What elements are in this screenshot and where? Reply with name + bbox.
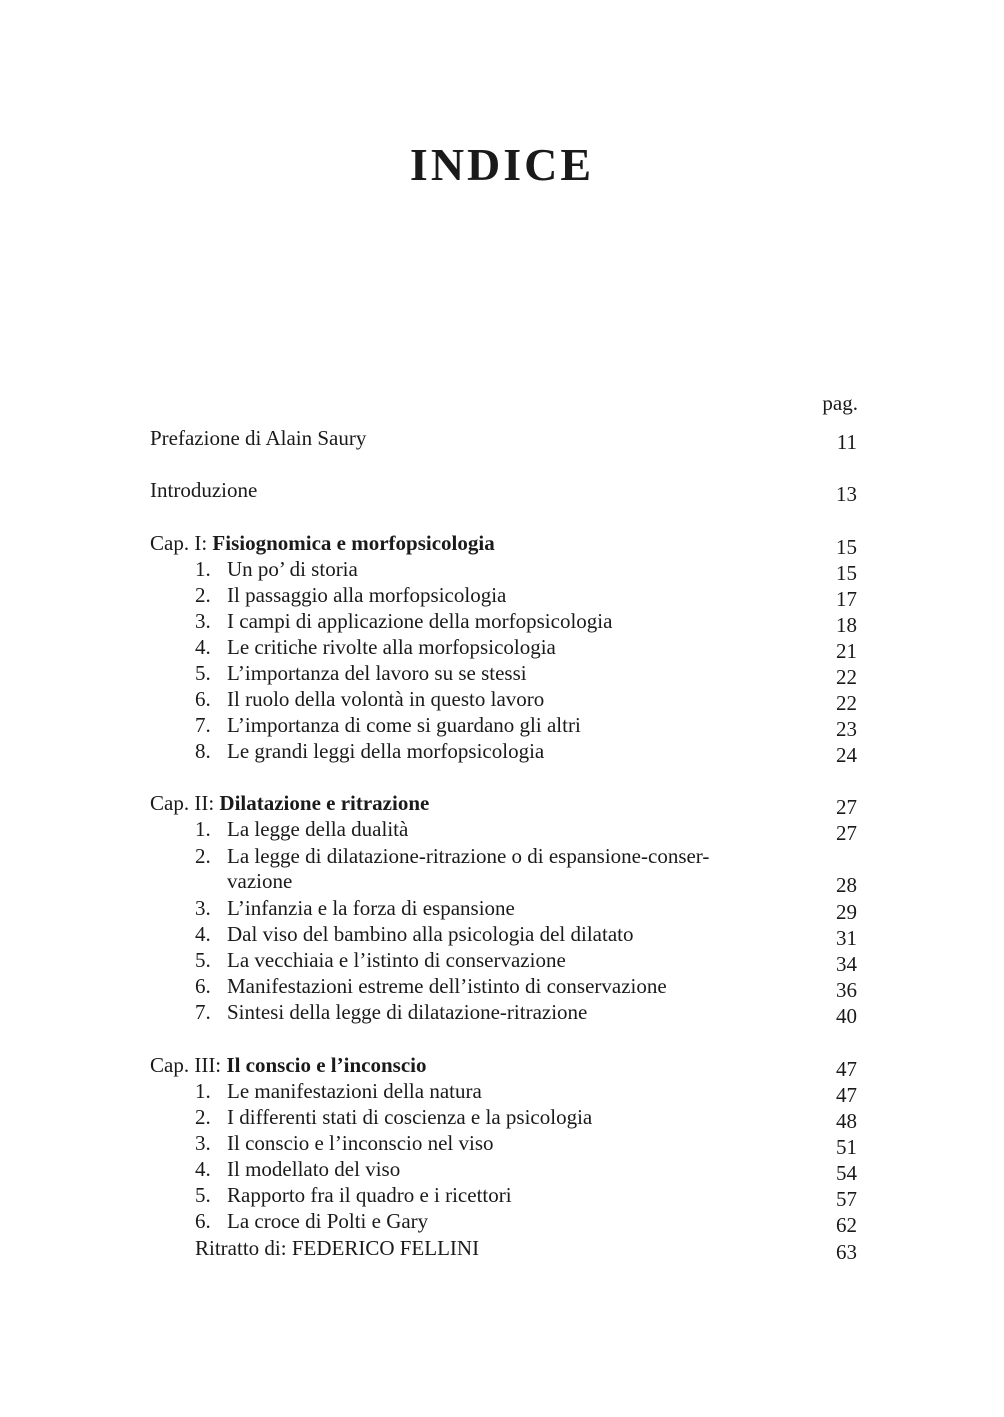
- toc-page-number: 47: [836, 1083, 857, 1107]
- item-number: 6.: [195, 1209, 211, 1233]
- toc-item: [150, 843, 857, 869]
- item-number: 3.: [195, 896, 211, 920]
- item-text: Rapporto fra il quadro e i ricettori: [227, 1183, 512, 1207]
- toc-item: [150, 712, 857, 741]
- chapter-heading: [150, 530, 857, 559]
- toc-item-portrait: [150, 1235, 857, 1264]
- toc-page-number: 40: [836, 1004, 857, 1028]
- toc-page-number: 47: [836, 1057, 857, 1081]
- toc-page-number: 31: [836, 926, 857, 950]
- toc-item: [150, 921, 857, 950]
- toc-page-number: 13: [836, 482, 857, 506]
- item-text: vazione: [227, 869, 293, 893]
- toc-page-number: 21: [836, 639, 857, 663]
- chapter-prefix: Cap. II:: [150, 791, 220, 815]
- toc-page-number: 48: [836, 1109, 857, 1133]
- item-number: 4.: [195, 922, 211, 946]
- item-text: Il modellato del viso: [227, 1157, 401, 1181]
- item-text: Le grandi leggi della morfopsicologia: [227, 739, 545, 763]
- item-number: 6.: [195, 687, 211, 711]
- chapter-heading: [150, 1052, 857, 1081]
- toc-page-number: 15: [836, 561, 857, 585]
- toc-page-number: 27: [836, 795, 857, 819]
- toc-item: [150, 660, 857, 689]
- toc-page-number: 22: [836, 691, 857, 715]
- item-number: 5.: [195, 948, 211, 972]
- item-number: 4.: [195, 1157, 211, 1181]
- toc-item: [150, 608, 857, 637]
- chapter-title: Dilatazione e ritrazione: [219, 791, 430, 815]
- toc-item: [150, 1208, 857, 1237]
- item-text: Sintesi della legge di dilatazione-ritrazione: [227, 1000, 588, 1024]
- item-text: La legge di dilatazione-ritrazione o di espansione-conser-: [227, 844, 710, 868]
- page-column-label: pag.: [822, 391, 858, 415]
- item-number: 4.: [195, 635, 211, 659]
- toc-page-number: 27: [836, 821, 857, 845]
- item-text: Il passaggio alla morfopsicologia: [227, 583, 507, 607]
- item-text: Le critiche rivolte alla morfopsicologia: [227, 635, 556, 659]
- toc-page-number: 36: [836, 978, 857, 1002]
- item-text: L’importanza del lavoro su se stessi: [227, 661, 527, 685]
- item-text: Dal viso del bambino alla psicologia del dilatato: [227, 922, 634, 946]
- item-number: 7.: [195, 1000, 211, 1024]
- toc-page-number: 34: [836, 952, 857, 976]
- item-number: 3.: [195, 609, 211, 633]
- item-text: Ritratto di: FEDERICO FELLINI: [195, 1236, 480, 1260]
- item-number: 8.: [195, 739, 211, 763]
- toc-entry-prefazione: [150, 425, 857, 454]
- item-number: 2.: [195, 844, 211, 868]
- toc-item: [150, 973, 857, 1002]
- toc-item: [150, 738, 857, 767]
- item-number: 1.: [195, 817, 211, 841]
- toc-item: [150, 947, 857, 976]
- toc-page-number: 57: [836, 1187, 857, 1211]
- item-text: I differenti stati di coscienza e la psicologia: [227, 1105, 593, 1129]
- toc-page-number: 18: [836, 613, 857, 637]
- toc-page-number: 29: [836, 900, 857, 924]
- item-text: Il ruolo della volontà in questo lavoro: [227, 687, 545, 711]
- chapter-heading: [150, 790, 857, 819]
- toc-page-number: 22: [836, 665, 857, 689]
- item-text: La croce di Polti e Gary: [227, 1209, 429, 1233]
- item-text: Manifestazioni estreme dell’istinto di conservazione: [227, 974, 667, 998]
- toc-item: [150, 686, 857, 715]
- toc-item: [150, 1182, 857, 1211]
- toc-page-number: 23: [836, 717, 857, 741]
- item-text: La legge della dualità: [227, 817, 409, 841]
- item-number: 1.: [195, 1079, 211, 1103]
- toc-item: [150, 634, 857, 663]
- toc-item: [150, 1156, 857, 1185]
- item-number: 5.: [195, 1183, 211, 1207]
- toc-entry-text: Prefazione di Alain Saury: [150, 426, 367, 450]
- page-title: INDICE: [409, 139, 595, 190]
- toc-item: [150, 1130, 857, 1159]
- item-text: Il conscio e l’inconscio nel viso: [227, 1131, 494, 1155]
- chapter-title: Il conscio e l’inconscio: [226, 1053, 427, 1077]
- toc-item: [150, 556, 857, 585]
- toc-item: [150, 999, 857, 1028]
- item-number: 2.: [195, 583, 211, 607]
- item-text: Un po’ di storia: [227, 557, 358, 581]
- toc-page-number: 28: [836, 873, 857, 897]
- toc-page-number: 17: [836, 587, 857, 611]
- item-text: La vecchiaia e l’istinto di conservazione: [227, 948, 566, 972]
- toc-page-number: 63: [836, 1240, 857, 1264]
- toc-page-number: 54: [836, 1161, 857, 1185]
- chapter-prefix: Cap. III:: [150, 1053, 227, 1077]
- item-number: 3.: [195, 1131, 211, 1155]
- toc-entry-text: Introduzione: [150, 478, 258, 502]
- toc-item: [150, 895, 857, 924]
- item-text: I campi di applicazione della morfopsicologia: [227, 609, 613, 633]
- item-text: L’infanzia e la forza di espansione: [227, 896, 515, 920]
- item-number: 5.: [195, 661, 211, 685]
- item-text: Le manifestazioni della natura: [227, 1079, 482, 1103]
- toc-page-number: 11: [836, 430, 857, 454]
- item-number: 6.: [195, 974, 211, 998]
- toc-page-number: 15: [836, 535, 857, 559]
- toc-page-number: 24: [836, 743, 857, 767]
- toc-item: [150, 1104, 857, 1133]
- chapter-title: Fisiognomica e morfopsicologia: [212, 531, 495, 555]
- toc-item: [150, 1078, 857, 1107]
- toc-item-continuation: [150, 868, 857, 897]
- item-number: 2.: [195, 1105, 211, 1129]
- toc-page-number: 62: [836, 1213, 857, 1237]
- toc-item: [150, 582, 857, 611]
- toc-page-number: 51: [836, 1135, 857, 1159]
- item-number: 1.: [195, 557, 211, 581]
- item-number: 7.: [195, 713, 211, 737]
- item-text: L’importanza di come si guardano gli altri: [227, 713, 581, 737]
- toc-item: [150, 816, 857, 845]
- chapter-prefix: Cap. I:: [150, 531, 213, 555]
- toc-entry-introduzione: [150, 477, 857, 506]
